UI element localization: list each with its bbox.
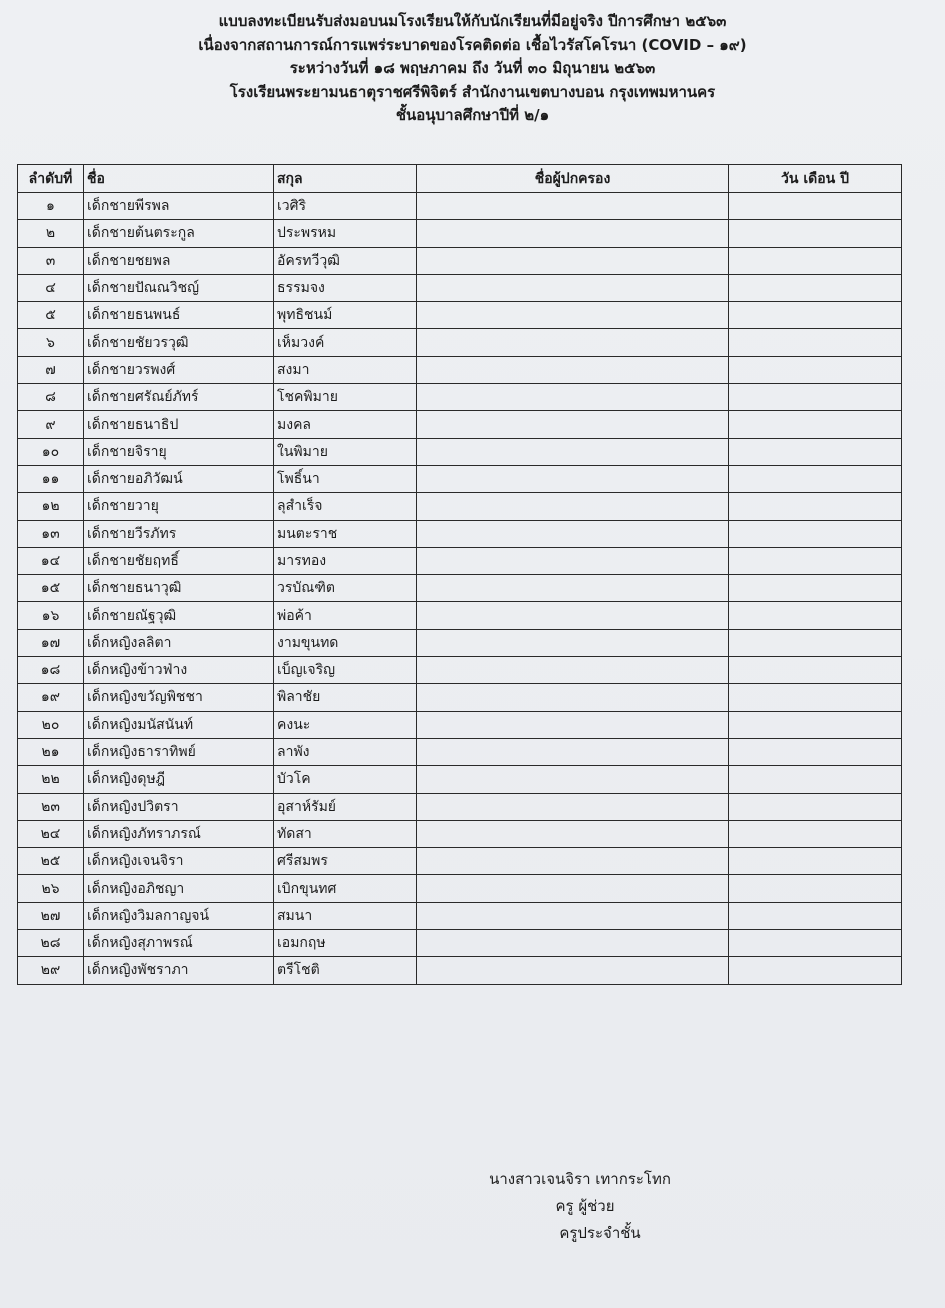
row-first-name: เด็กหญิงปวิตรา <box>84 793 274 820</box>
row-number: ๑ <box>18 193 84 220</box>
row-parent-name <box>417 302 729 329</box>
row-last-name: พุทธิชนม์ <box>274 302 417 329</box>
row-parent-name <box>417 657 729 684</box>
row-number: ๑๕ <box>18 575 84 602</box>
row-last-name: อุสาห์รัมย์ <box>274 793 417 820</box>
row-first-name: เด็กหญิงอภิชญา <box>84 875 274 902</box>
table-row <box>18 247 902 274</box>
row-number: ๑๔ <box>18 547 84 574</box>
table-row <box>18 738 902 765</box>
row-last-name: งามขุนทด <box>274 629 417 656</box>
row-parent-name <box>417 411 729 438</box>
row-date <box>729 438 902 465</box>
row-number: ๘ <box>18 384 84 411</box>
table-row <box>18 711 902 738</box>
table-row <box>18 957 902 984</box>
row-number: ๖ <box>18 329 84 356</box>
row-first-name: เด็กหญิงธาราทิพย์ <box>84 738 274 765</box>
table-row <box>18 384 902 411</box>
row-date <box>729 465 902 492</box>
header-class: ชั้นอนุบาลศึกษาปีที่ ๒/๑ <box>395 106 550 124</box>
row-number: ๑๑ <box>18 465 84 492</box>
row-date <box>729 356 902 383</box>
row-number: ๔ <box>18 274 84 301</box>
row-first-name: เด็กหญิงขวัญพิชชา <box>84 684 274 711</box>
row-first-name: เด็กชายชัยวรวุฒิ <box>84 329 274 356</box>
row-last-name: เวศิริ <box>274 193 417 220</box>
signer-title: ครูประจำชั้น <box>559 1224 641 1242</box>
row-last-name: พ่อค้า <box>274 602 417 629</box>
row-last-name: ในพิมาย <box>274 438 417 465</box>
row-number: ๒๐ <box>18 711 84 738</box>
row-first-name: เด็กหญิงลลิตา <box>84 629 274 656</box>
header-number: ลำดับที่ <box>18 165 84 193</box>
row-last-name: โพธิ์นา <box>274 465 417 492</box>
row-last-name: ทัดสา <box>274 820 417 847</box>
table-row <box>18 930 902 957</box>
table-row <box>18 629 902 656</box>
table-row <box>18 411 902 438</box>
row-parent-name <box>417 575 729 602</box>
row-first-name: เด็กชายปัณณวิชญ์ <box>84 274 274 301</box>
row-parent-name <box>417 848 729 875</box>
table-row <box>18 493 902 520</box>
row-parent-name <box>417 438 729 465</box>
row-parent-name <box>417 902 729 929</box>
header-reason: เนื่องจากสถานการณ์การแพร่ระบาดของโรคติดต่อ เชื้อไวรัสโคโรนา (COVID – ๑๙) <box>198 35 747 54</box>
row-parent-name <box>417 274 729 301</box>
table-row <box>18 902 902 929</box>
header-title: แบบลงทะเบียนรับส่งมอบนมโรงเรียนให้กับนักเรียนที่มีอยู่จริง ปีการศึกษา ๒๕๖๓ <box>218 12 727 30</box>
row-number: ๒๗ <box>18 902 84 929</box>
row-number: ๒๑ <box>18 738 84 765</box>
row-last-name: มนตะราช <box>274 520 417 547</box>
row-last-name: ลุสำเร็จ <box>274 493 417 520</box>
row-first-name: เด็กชายธนาธิป <box>84 411 274 438</box>
row-last-name: มงคล <box>274 411 417 438</box>
row-parent-name <box>417 247 729 274</box>
row-number: ๙ <box>18 411 84 438</box>
row-parent-name <box>417 329 729 356</box>
table-row <box>18 302 902 329</box>
table-row <box>18 547 902 574</box>
row-number: ๑๗ <box>18 629 84 656</box>
row-date <box>729 629 902 656</box>
row-date <box>729 411 902 438</box>
row-first-name: เด็กหญิงมนัสนันท์ <box>84 711 274 738</box>
row-parent-name <box>417 493 729 520</box>
table-row <box>18 193 902 220</box>
table-row <box>18 575 902 602</box>
row-parent-name <box>417 520 729 547</box>
row-first-name: เด็กชายธนพนธ์ <box>84 302 274 329</box>
row-date <box>729 247 902 274</box>
row-last-name: สงมา <box>274 356 417 383</box>
document-header <box>0 10 945 128</box>
row-parent-name <box>417 957 729 984</box>
row-date <box>729 957 902 984</box>
row-number: ๒๖ <box>18 875 84 902</box>
table-row <box>18 657 902 684</box>
row-number: ๒๙ <box>18 957 84 984</box>
row-number: ๒๓ <box>18 793 84 820</box>
table-row <box>18 684 902 711</box>
row-first-name: เด็กชายวรพงศ์ <box>84 356 274 383</box>
row-number: ๒๔ <box>18 820 84 847</box>
row-parent-name <box>417 547 729 574</box>
table-row <box>18 274 902 301</box>
row-date <box>729 493 902 520</box>
row-first-name: เด็กหญิงพัชราภา <box>84 957 274 984</box>
row-first-name: เด็กชายวีรภัทร <box>84 520 274 547</box>
register-table <box>17 164 902 985</box>
row-number: ๗ <box>18 356 84 383</box>
row-last-name: มารทอง <box>274 547 417 574</box>
row-first-name: เด็กหญิงวิมลกาญจน์ <box>84 902 274 929</box>
row-number: ๒๒ <box>18 766 84 793</box>
row-last-name: เห็มวงค์ <box>274 329 417 356</box>
row-number: ๑๘ <box>18 657 84 684</box>
row-last-name: ธรรมจง <box>274 274 417 301</box>
row-date <box>729 520 902 547</box>
table-row <box>18 875 902 902</box>
table-row <box>18 820 902 847</box>
row-number: ๑๐ <box>18 438 84 465</box>
row-parent-name <box>417 684 729 711</box>
row-last-name: เอมกฤษ <box>274 930 417 957</box>
row-first-name: เด็กชายจิรายุ <box>84 438 274 465</box>
row-date <box>729 738 902 765</box>
row-date <box>729 547 902 574</box>
table-row <box>18 465 902 492</box>
row-date <box>729 302 902 329</box>
row-first-name: เด็กหญิงข้าวฟ่าง <box>84 657 274 684</box>
row-parent-name <box>417 820 729 847</box>
row-date <box>729 820 902 847</box>
table-row <box>18 602 902 629</box>
row-first-name: เด็กชายอภิวัฒน์ <box>84 465 274 492</box>
row-parent-name <box>417 875 729 902</box>
row-parent-name <box>417 793 729 820</box>
row-date <box>729 657 902 684</box>
signature-block <box>380 1166 780 1247</box>
row-last-name: อัครทวีวุฒิ <box>274 247 417 274</box>
table-row <box>18 356 902 383</box>
row-first-name: เด็กชายพีรพล <box>84 193 274 220</box>
row-date <box>729 875 902 902</box>
table-row <box>18 848 902 875</box>
row-date <box>729 329 902 356</box>
row-date <box>729 711 902 738</box>
row-first-name: เด็กหญิงเจนจิรา <box>84 848 274 875</box>
row-first-name: เด็กหญิงภัทราภรณ์ <box>84 820 274 847</box>
row-date <box>729 930 902 957</box>
row-last-name: ตรีโชติ <box>274 957 417 984</box>
row-parent-name <box>417 930 729 957</box>
row-parent-name <box>417 384 729 411</box>
signer-role: ครู ผู้ช่วย <box>555 1197 615 1215</box>
table-row <box>18 793 902 820</box>
row-parent-name <box>417 602 729 629</box>
table-row <box>18 520 902 547</box>
row-last-name: สมนา <box>274 902 417 929</box>
header-last-name: สกุล <box>274 165 417 193</box>
header-period: ระหว่างวันที่ ๑๘ พฤษภาคม ถึง วันที่ ๓๐ มิถุนายน ๒๕๖๓ <box>289 59 656 77</box>
row-date <box>729 848 902 875</box>
row-first-name: เด็กชายณัฐวุฒิ <box>84 602 274 629</box>
row-last-name: เบ็ญเจริญ <box>274 657 417 684</box>
row-date <box>729 684 902 711</box>
row-date <box>729 193 902 220</box>
row-last-name: วรบัณฑิต <box>274 575 417 602</box>
row-number: ๒ <box>18 220 84 247</box>
header-date: วัน เดือน ปี <box>729 165 902 193</box>
table-header-row <box>18 165 902 193</box>
row-date <box>729 602 902 629</box>
row-number: ๑๖ <box>18 602 84 629</box>
row-number: ๒๘ <box>18 930 84 957</box>
row-date <box>729 793 902 820</box>
header-first-name: ชื่อ <box>84 165 274 193</box>
row-parent-name <box>417 766 729 793</box>
row-number: ๒๕ <box>18 848 84 875</box>
row-last-name: คงนะ <box>274 711 417 738</box>
row-first-name: เด็กชายต้นตระกูล <box>84 220 274 247</box>
row-parent-name <box>417 356 729 383</box>
table-body <box>18 193 902 985</box>
row-date <box>729 274 902 301</box>
row-first-name: เด็กชายศรัณย์ภัทร์ <box>84 384 274 411</box>
row-first-name: เด็กชายธนาวุฒิ <box>84 575 274 602</box>
row-last-name: พิลาชัย <box>274 684 417 711</box>
row-number: ๕ <box>18 302 84 329</box>
row-first-name: เด็กหญิงสุภาพรณ์ <box>84 930 274 957</box>
row-last-name: ศรีสมพร <box>274 848 417 875</box>
row-number: ๓ <box>18 247 84 274</box>
row-first-name: เด็กชายวายุ <box>84 493 274 520</box>
row-parent-name <box>417 738 729 765</box>
table-row <box>18 220 902 247</box>
row-date <box>729 766 902 793</box>
row-last-name: โชคพิมาย <box>274 384 417 411</box>
row-parent-name <box>417 193 729 220</box>
row-first-name: เด็กชายชัยฤทธิ์ <box>84 547 274 574</box>
row-number: ๑๒ <box>18 493 84 520</box>
row-parent-name <box>417 220 729 247</box>
row-last-name: เบิกขุนทศ <box>274 875 417 902</box>
row-number: ๑๓ <box>18 520 84 547</box>
row-parent-name <box>417 711 729 738</box>
table-row <box>18 438 902 465</box>
row-date <box>729 220 902 247</box>
header-school: โรงเรียนพระยามนธาตุราชศรีพิจิตร์ สำนักงานเขตบางบอน กรุงเทพมหานคร <box>229 82 716 101</box>
header-parent-name: ชื่อผู้ปกครอง <box>417 165 729 193</box>
row-parent-name <box>417 629 729 656</box>
row-first-name: เด็กชายชยพล <box>84 247 274 274</box>
signer-name: นางสาวเจนจิรา เทากระโทก <box>489 1170 671 1188</box>
row-last-name: บัวโค <box>274 766 417 793</box>
table-row <box>18 766 902 793</box>
row-parent-name <box>417 465 729 492</box>
row-last-name: ประพรหม <box>274 220 417 247</box>
row-last-name: ลาพัง <box>274 738 417 765</box>
row-date <box>729 384 902 411</box>
row-first-name: เด็กหญิงดุษฎี <box>84 766 274 793</box>
row-date <box>729 902 902 929</box>
table-row <box>18 329 902 356</box>
row-number: ๑๙ <box>18 684 84 711</box>
row-date <box>729 575 902 602</box>
